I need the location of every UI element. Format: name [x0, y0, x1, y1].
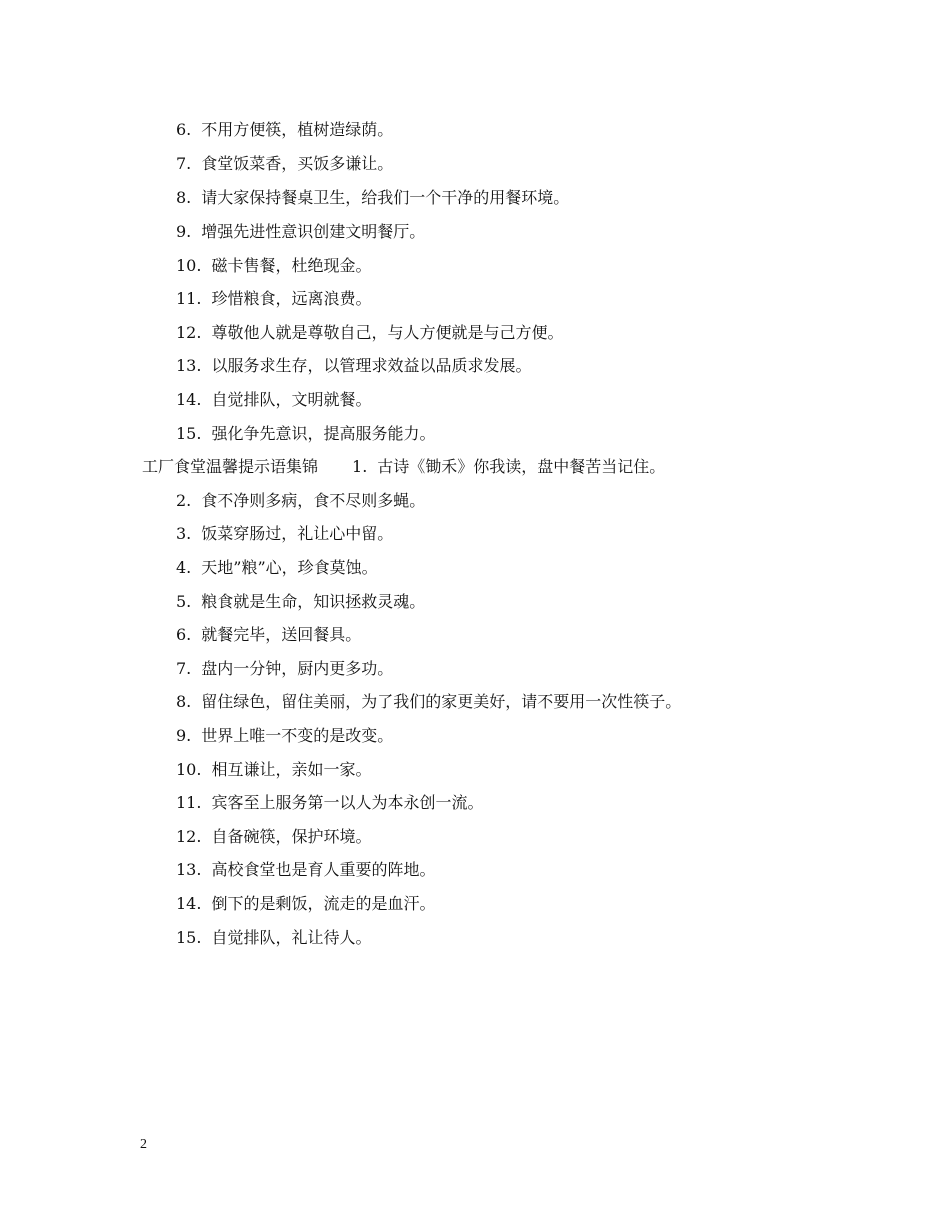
item-text: 世界上唯一不变的是改变。 [201, 726, 394, 745]
list-item [176, 154, 393, 174]
item-text: 食堂饭菜香，买饭多谦让。 [201, 154, 394, 173]
item-text: 倒下的是剩饭，流走的是血汗。 [211, 894, 436, 913]
list-item [176, 827, 371, 847]
item-number: 8. [176, 692, 192, 711]
item-number: 15. [176, 928, 202, 947]
item-number: 13. [176, 860, 202, 879]
list-item [176, 659, 393, 679]
list-item [176, 894, 435, 914]
item-number: 14. [176, 390, 202, 409]
item-number: 11. [176, 793, 202, 812]
item-text: 尊敬他人就是尊敬自己，与人方便就是与己方便。 [211, 323, 564, 342]
item-text: 增强先进性意识创建文明餐厅。 [201, 222, 426, 241]
item-number: 4. [176, 558, 192, 577]
item-text: 不用方便筷，植树造绿荫。 [201, 120, 394, 139]
item-text: 以服务求生存，以管理求效益以品质求发展。 [211, 356, 532, 375]
list-item [176, 558, 378, 578]
page-number: 2 [140, 1137, 147, 1152]
list-item [176, 793, 483, 813]
list-item [176, 592, 425, 612]
item-text: 宾客至上服务第一以人为本永创一流。 [211, 793, 484, 812]
list-item [176, 424, 435, 444]
item-number: 9. [176, 726, 192, 745]
list-item [176, 524, 393, 544]
item-number: 3. [176, 524, 192, 543]
item-text: 自备碗筷，保护环境。 [211, 827, 372, 846]
list-item [176, 188, 569, 208]
item-number: 13. [176, 356, 202, 375]
item-number: 6. [176, 625, 192, 644]
item-number: 7. [176, 659, 192, 678]
item-number: 7. [176, 154, 192, 173]
list-item [176, 625, 361, 645]
list-item [176, 120, 393, 140]
list-item [176, 289, 371, 309]
list-item [176, 760, 371, 780]
item-number: 12. [176, 323, 202, 342]
item-text: 自觉排队，文明就餐。 [211, 390, 372, 409]
list-item [176, 860, 435, 880]
list-item [176, 491, 425, 511]
item-text: 强化争先意识，提高服务能力。 [211, 424, 436, 443]
item-number: 10. [176, 256, 202, 275]
item-text: 饭菜穿肠过，礼让心中留。 [201, 524, 394, 543]
item-text: 食不净则多病，食不尽则多蝇。 [201, 491, 426, 510]
list-item [176, 256, 371, 276]
item-text: 盘内一分钟，厨内更多功。 [201, 659, 394, 678]
item-text: 高校食堂也是育人重要的阵地。 [211, 860, 436, 879]
item-number: 11. [176, 289, 202, 308]
item-text: 古诗《锄禾》你我读，盘中餐苦当记住。 [377, 457, 666, 476]
item-text: 天地”粮”心，珍食莫蚀。 [201, 558, 378, 577]
item-text: 留住绿色，留住美丽，为了我们的家更美好，请不要用一次性筷子。 [201, 692, 682, 711]
item-text: 就餐完毕，送回餐具。 [201, 625, 362, 644]
item-text: 请大家保持餐桌卫生，给我们一个干净的用餐环境。 [201, 188, 570, 207]
list-item [176, 222, 425, 242]
list-item [176, 323, 563, 343]
list-item [176, 356, 531, 376]
item-text: 粮食就是生命，知识拯救灵魂。 [201, 592, 426, 611]
list-item [176, 928, 371, 948]
item-number: 12. [176, 827, 202, 846]
item-number: 5. [176, 592, 192, 611]
item-text: 磁卡售餐，杜绝现金。 [211, 256, 372, 275]
section-title: 工厂食堂温馨提示语集锦 [142, 457, 319, 476]
section-title-line [142, 457, 665, 477]
list-item [176, 390, 371, 410]
item-number: 1. [352, 457, 368, 476]
item-number: 6. [176, 120, 192, 139]
item-number: 15. [176, 424, 202, 443]
item-text: 自觉排队，礼让待人。 [211, 928, 372, 947]
item-text: 珍惜粮食，远离浪费。 [211, 289, 372, 308]
item-number: 10. [176, 760, 202, 779]
list-item [176, 726, 393, 746]
item-number: 9. [176, 222, 192, 241]
item-text: 相互谦让，亲如一家。 [211, 760, 372, 779]
list-item [176, 692, 681, 712]
item-number: 14. [176, 894, 202, 913]
item-number: 8. [176, 188, 192, 207]
item-number: 2. [176, 491, 192, 510]
